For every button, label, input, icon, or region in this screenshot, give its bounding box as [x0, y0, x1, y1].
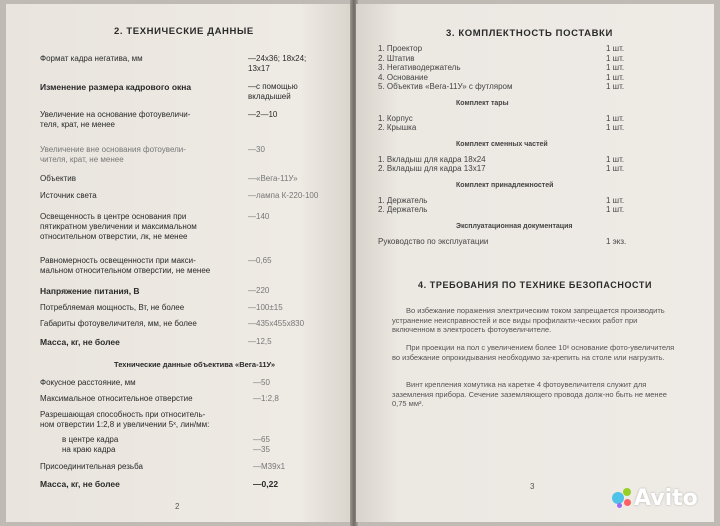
kit-item-name: 1. Держатель [378, 195, 428, 205]
spec-value: —30 [248, 145, 265, 154]
spec-label: Потребляемая мощность, Вт, не более [40, 303, 185, 312]
lens-spec-label: Максимальное относительное отверстие [40, 394, 193, 403]
kit-item-qty: 1 шт. [606, 123, 625, 132]
kit-item-name: 1. Вкладыш для кадра 18х24 [378, 154, 486, 164]
spec-value: —435х455х830 [248, 319, 305, 328]
spec-value: —12,5 [248, 337, 272, 346]
lens-spec-label: на краю кадра [62, 445, 116, 454]
kit-item-name: Руководство по эксплуатации [378, 236, 489, 246]
watermark [614, 486, 698, 511]
section-heading-technical-data: 2. ТЕХНИЧЕСКИЕ ДАННЫЕ [114, 26, 254, 37]
right-page [356, 4, 714, 522]
lens-spec-label: Присоединительная резьба [40, 462, 143, 471]
spec-label: Изменение размера кадрового окна [40, 82, 192, 92]
kit-item-name: 3. Негативодержатель [378, 63, 461, 72]
kit-item-qty: 1 экз. [606, 236, 627, 246]
kit-group-title: Комплект сменных частей [456, 140, 548, 148]
spec-label: мальном относительном отверстии, не менее [40, 266, 211, 275]
spec-value: —с помощью [248, 82, 298, 91]
kit-group-title: Эксплуатационная документация [456, 222, 573, 230]
lens-spec-value: —50 [253, 378, 270, 387]
kit-item-name: 2. Штатив [378, 53, 415, 63]
page-number-right: 3 [530, 482, 535, 491]
spec-label: Габариты фотоувеличителя, мм, не более [40, 319, 197, 328]
lens-spec-value: —1:2,8 [253, 394, 279, 403]
spec-label: относительном отверстии, лк, не менее [40, 232, 188, 241]
spec-label: теля, крат, не менее [40, 120, 116, 129]
kit-item-qty: 1 шт. [606, 63, 625, 72]
spec-label: Объектив [40, 174, 76, 183]
spec-value: —2—10 [248, 110, 278, 119]
kit-item-name: 2. Вкладыш для кадра 13х17 [378, 164, 486, 173]
lens-spec-value: —65 [253, 435, 270, 444]
kit-item-qty: 1 шт. [606, 205, 625, 214]
spec-value: —140 [248, 212, 270, 221]
kit-item-qty: 1 шт. [606, 53, 625, 63]
left-page [6, 4, 352, 522]
lens-spec-label: в центре кадра [62, 435, 119, 444]
kit-item-qty: 1 шт. [606, 164, 625, 173]
kit-item-name: 5. Объектив «Вега-11У» с футляром [378, 82, 513, 91]
spec-label: Масса, кг, не более [40, 337, 120, 347]
kit-item-name: 2. Крышка [378, 123, 417, 132]
watermark-dot-purple [617, 503, 622, 508]
spec-value: —24х36; 18х24; [248, 54, 307, 63]
page-number-left: 2 [175, 502, 180, 511]
spec-value: —220 [248, 286, 270, 295]
kit-group-title: Комплект принадлежностей [456, 181, 554, 189]
spec-label: Напряжение питания, В [40, 286, 140, 296]
spec-value: —лампа К-220-100 [248, 191, 319, 200]
kit-item-qty: 1 шт. [606, 72, 625, 82]
kit-item-name: 2. Держатель [378, 205, 428, 214]
section-heading-delivery-set: 3. КОМПЛЕКТНОСТЬ ПОСТАВКИ [446, 28, 613, 39]
lens-spec-label: ном отверстии 1:2,8 и увеличении 5ˣ, лин/мм: [40, 420, 210, 429]
spec-value: 13х17 [248, 64, 270, 73]
kit-item-qty: 1 шт. [606, 44, 625, 53]
spec-label: Освещенность в центре основания при [40, 212, 187, 221]
spec-value: —100±15 [248, 303, 283, 312]
spec-label: Источник света [40, 191, 97, 200]
watermark-dot-green [623, 488, 631, 496]
kit-item-name: 4. Основание [378, 72, 428, 82]
lens-spec-value: —0,22 [253, 479, 279, 489]
lens-spec-value: —35 [253, 445, 270, 454]
watermark-dot-red [624, 499, 631, 506]
kit-group-title: Комплект тары [456, 99, 509, 107]
spec-label: Увеличение на основание фотоувеличи- [40, 110, 191, 119]
spec-label: чителя, крат, не менее [40, 155, 124, 164]
kit-item-qty: 1 шт. [606, 113, 625, 123]
spec-label: Равномерность освещенности при макси- [40, 256, 196, 265]
kit-item-qty: 1 шт. [606, 154, 625, 164]
safety-paragraph-1: Во избежание поражения электрическим током запрещается производить устранение неисправностей и все виды профилакти-ческих работ при включенном в электросеть фотоувеличителе. [392, 306, 665, 334]
kit-item-name: 1. Корпус [378, 113, 413, 123]
kit-item-name: 1. Проектор [378, 44, 423, 53]
spec-value: вкладышей [248, 92, 291, 101]
watermark-text: Avito [634, 486, 698, 511]
lens-spec-label: Масса, кг, не более [40, 479, 120, 489]
spec-value: —0,65 [248, 256, 272, 265]
spec-label: пятикратном увеличении и максимальном [40, 222, 197, 231]
safety-paragraph-3: Винт крепления хомутика на каретке 4 фотоувеличителя служит для заземления прибора. Сечение заземляющего провода долж-но быть не менее 0,75 мм². [392, 380, 667, 408]
lens-spec-label: Разрешающая способность при относитель- [40, 410, 206, 419]
spec-label: Увеличение вне основания фотоувели- [40, 145, 186, 154]
safety-paragraph-2: При проекции на пол с увеличением более 10ˣ основание фото-увеличителя во избежание опрокидывания необходимо за-крепить на столе или нагрузить. [392, 343, 675, 362]
section-heading-safety: 4. ТРЕБОВАНИЯ ПО ТЕХНИКЕ БЕЗОПАСНОСТИ [418, 280, 653, 290]
lens-spec-value: —М39х1 [253, 462, 286, 471]
lens-spec-label: Фокусное расстояние, мм [40, 378, 136, 387]
kit-item-qty: 1 шт. [606, 82, 625, 91]
spec-label: Формат кадра негатива, мм [40, 54, 143, 63]
lens-specs-heading: Технические данные объектива «Вега-11У» [114, 360, 276, 369]
spec-value: —«Вега-11У» [248, 174, 298, 183]
kit-item-qty: 1 шт. [606, 195, 625, 205]
